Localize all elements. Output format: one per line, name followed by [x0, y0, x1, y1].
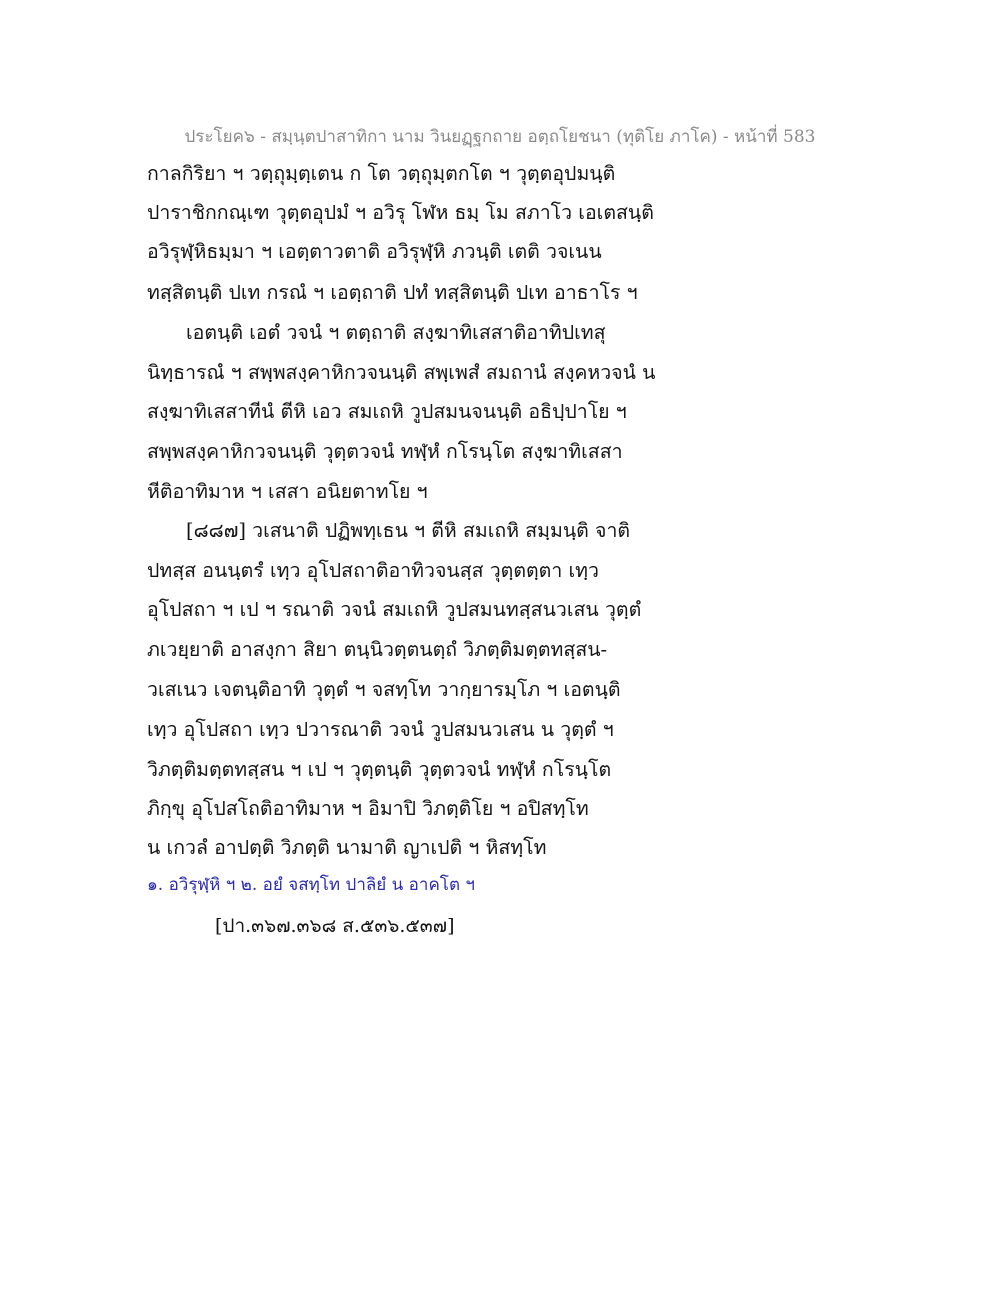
page-header: ประโยค๖ - สมฺนฺตปาสาทิกา นาม วินยฏฺฐกถาย อตฺถโยชนา (ทุติโย ภาโค) - หน้าที่ 583: [184, 127, 816, 147]
text-line: ปทสฺส อนนฺตรํ เทฺว อุโปสถาติอาทิวจนสฺส วุตฺตตฺตา เทฺว: [147, 559, 599, 582]
text-line: อวิรุฬฺหิธมฺมา ฯ เอตฺตาวตาติ อวิรุฬฺหิ ภวนฺติ เตติ วจเนน: [147, 240, 602, 263]
text-line: [๘๘๗] วเสนาติ ปฏิพทฺเธน ฯ ตีหิ สมเถหิ สมฺมนฺติ จาติ: [186, 519, 631, 542]
text-line: ภเวยฺยาติ อาสงฺกา สิยา ตนฺนิวตฺตนตฺถํ วิภตฺติมตฺตทสฺสน-: [147, 638, 608, 661]
text-line: ทสฺสิตนฺติ ปเท กรณํ ฯ เอตฺถาติ ปทํ ทสฺสิตนฺติ ปเท อาธาโร ฯ: [147, 281, 638, 304]
text-line: วเสเนว เจตนฺติอาทิ วุตฺตํ ฯ จสทฺโท วากฺยารมฺโภ ฯ เอตนฺติ: [147, 678, 621, 701]
page-reference: [ปา.๓๖๗.๓๖๘ ส.๕๓๖.๕๓๗]: [215, 915, 455, 937]
footnote: ๑. อวิรุฬฺหิ ฯ ๒. อยํ จสทฺโท ปาลิยํ น อาคโต ฯ: [147, 875, 475, 895]
text-line: สงฺฆาทิเสสาทีนํ ตีหิ เอว สมเถหิ วูปสมนจนนฺติ อธิปฺปาโย ฯ: [147, 400, 627, 423]
text-line: เอตนฺติ เอตํ วจนํ ฯ ตตฺถาติ สงฺฆาทิเสสาติอาทิปเทสุ: [186, 321, 606, 344]
text-line: นิทฺธารณํ ฯ สพฺพสงฺคาหิกวจนนฺติ สพฺเพสํ สมถานํ สงฺคหวจนํ น: [147, 361, 656, 384]
text-line: ภิกฺขุ อุโปสโถติอาทิมาห ฯ อิมาปิ วิภตฺติโย ฯ อปิสทฺโท: [147, 797, 589, 820]
text-line: วิภตฺติมตฺตทสฺสน ฯ เป ฯ วุตฺตนฺติ วุตฺตวจนํ ทฬฺหํ กโรนฺโต: [147, 758, 612, 781]
text-line: กาลกิริยา ฯ วตฺถุมฺตฺเตน ก โต วตฺถุมฺตกโต ฯ วุตฺตอุปมนฺติ: [147, 162, 616, 185]
text-line: ปาราชิกกณฺเฑ วุตฺตอุปมํ ฯ อวิรุ โฬห ธมฺ โม สภาโว เอเตสนฺติ: [147, 201, 654, 224]
text-line: หีติอาทิมาห ฯ เสสา อนิยตาทโย ฯ: [147, 480, 428, 503]
text-line: อุโปสถา ฯ เป ฯ รณาติ วจนํ สมเถหิ วูปสมนทสฺสนวเสน วุตฺตํ: [147, 598, 642, 621]
text-line: เทฺว อุโปสถา เทฺว ปวารณาติ วจนํ วูปสมนวเสน น วุตฺตํ ฯ: [147, 718, 614, 741]
text-line: น เกวลํ อาปตฺติ วิภตฺติ นามาติ ญาเปติ ฯ หิสทฺโท: [147, 836, 547, 859]
text-line: สพฺพสงฺคาหิกวจนนฺติ วุตฺตวจนํ ทฬฺหํ กโรนฺโต สงฺฆาทิเสสา: [147, 440, 623, 463]
